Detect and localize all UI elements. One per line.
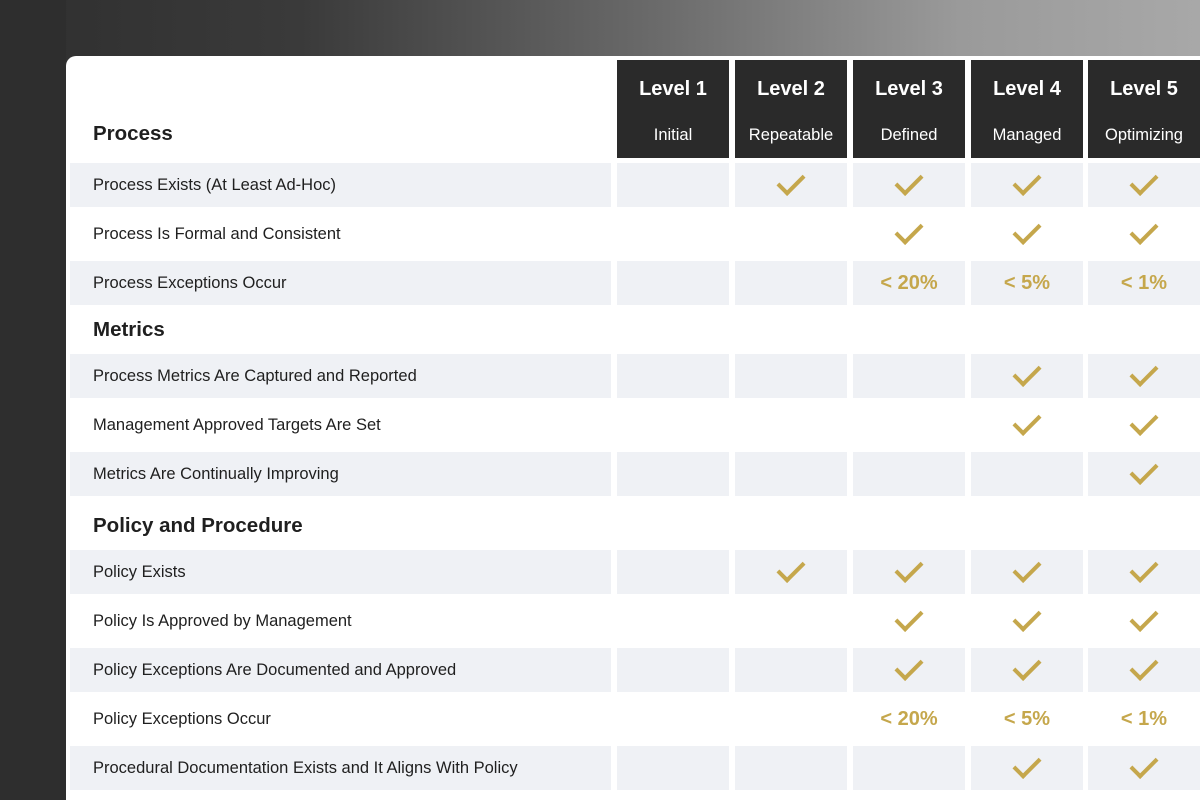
- row-label: Policy Is Approved by Management: [93, 612, 352, 630]
- level-4-cell: [971, 452, 1083, 496]
- level-3-cell: [853, 403, 965, 447]
- level-1-cell: [617, 697, 729, 741]
- level-2-cell: [735, 261, 847, 305]
- table-row: [66, 212, 1200, 256]
- table-row: [66, 599, 1200, 643]
- row-label: Process Exists (At Least Ad-Hoc): [70, 163, 611, 207]
- level-4-cell: [971, 212, 1083, 256]
- table-row: [66, 452, 1200, 496]
- checkmark-icon: [1130, 167, 1159, 196]
- level-5-cell: [1088, 354, 1200, 398]
- level-5-cell: [1088, 550, 1200, 594]
- exception-threshold: < 5%: [1003, 708, 1051, 730]
- level-1-cell: [617, 746, 729, 790]
- table-row: [66, 746, 1200, 790]
- checkmark-icon: [1130, 407, 1159, 436]
- table-row: [66, 163, 1200, 207]
- checkmark-icon: [1013, 603, 1042, 632]
- level-2-cell: [735, 452, 847, 496]
- maturity-table-card: [66, 56, 1200, 800]
- level-5-cell: [1088, 452, 1200, 496]
- level-5-cell: [1088, 261, 1200, 305]
- level-4-cell: [971, 403, 1083, 447]
- table-row: [66, 354, 1200, 398]
- column-header-level-5: [1088, 60, 1200, 158]
- level-name: Initial: [653, 126, 693, 144]
- checkmark-icon: [1013, 554, 1042, 583]
- exception-threshold: < 20%: [880, 272, 938, 294]
- exception-threshold: < 20%: [880, 708, 938, 730]
- level-3-cell: [853, 697, 965, 741]
- checkmark-icon: [1013, 750, 1042, 779]
- level-1-cell: [617, 648, 729, 692]
- level-1-cell: [617, 261, 729, 305]
- level-2-cell: [735, 354, 847, 398]
- level-3-cell: [853, 212, 965, 256]
- section-title-metrics: Metrics: [93, 318, 165, 341]
- checkmark-icon: [1130, 652, 1159, 681]
- level-3-cell: [853, 746, 965, 790]
- level-4-cell: [971, 163, 1083, 207]
- row-label: Process Exceptions Occur: [70, 261, 611, 305]
- row-label: Policy Exceptions Occur: [93, 710, 271, 728]
- level-1-cell: [617, 403, 729, 447]
- checkmark-icon: [1013, 407, 1042, 436]
- level-3-cell: [853, 648, 965, 692]
- level-2-cell: [735, 746, 847, 790]
- background-edge: [0, 0, 66, 800]
- section-title-policy: Policy and Procedure: [93, 514, 303, 537]
- level-3-cell: [853, 452, 965, 496]
- exception-threshold: < 1%: [1120, 708, 1168, 730]
- level-4-cell: [971, 261, 1083, 305]
- level-4-cell: [971, 354, 1083, 398]
- level-3-cell: [853, 354, 965, 398]
- row-label: Policy Exists: [70, 550, 611, 594]
- level-2-cell: [735, 648, 847, 692]
- level-5-cell: [1088, 163, 1200, 207]
- level-name: Optimizing: [1105, 126, 1183, 144]
- checkmark-icon: [777, 167, 806, 196]
- level-1-cell: [617, 550, 729, 594]
- level-2-cell: [735, 212, 847, 256]
- level-3-cell: [853, 550, 965, 594]
- checkmark-icon: [1013, 216, 1042, 245]
- column-header-level-2: [735, 60, 847, 158]
- checkmark-icon: [895, 216, 924, 245]
- level-1-cell: [617, 212, 729, 256]
- row-label: Procedural Documentation Exists and It Aligns With Policy: [70, 746, 611, 790]
- column-header-level-4: [971, 60, 1083, 158]
- exception-threshold: < 1%: [1120, 272, 1168, 294]
- row-label: Policy Exceptions Are Documented and Approved: [70, 648, 611, 692]
- level-4-cell: [971, 746, 1083, 790]
- checkmark-icon: [1130, 554, 1159, 583]
- checkmark-icon: [1130, 456, 1159, 485]
- level-1-cell: [617, 163, 729, 207]
- table-row: [66, 403, 1200, 447]
- table-row: [66, 261, 1200, 305]
- level-2-cell: [735, 163, 847, 207]
- checkmark-icon: [1130, 358, 1159, 387]
- level-1-cell: [617, 354, 729, 398]
- level-2-cell: [735, 599, 847, 643]
- level-3-cell: [853, 163, 965, 207]
- row-label: Management Approved Targets Are Set: [93, 416, 381, 434]
- row-label: Metrics Are Continually Improving: [70, 452, 611, 496]
- checkmark-icon: [1130, 603, 1159, 632]
- level-number: Level 3: [875, 78, 943, 100]
- level-4-cell: [971, 550, 1083, 594]
- level-name: Managed: [992, 126, 1062, 144]
- level-5-cell: [1088, 648, 1200, 692]
- level-4-cell: [971, 697, 1083, 741]
- table-row: [66, 550, 1200, 594]
- level-number: Level 4: [993, 78, 1061, 100]
- exception-threshold: < 5%: [1003, 272, 1051, 294]
- level-5-cell: [1088, 212, 1200, 256]
- level-2-cell: [735, 403, 847, 447]
- level-number: Level 2: [757, 78, 825, 100]
- table-row: [66, 697, 1200, 741]
- checkmark-icon: [1013, 358, 1042, 387]
- row-label: Process Is Formal and Consistent: [93, 225, 341, 243]
- section-title-process: Process: [93, 122, 173, 145]
- checkmark-icon: [777, 554, 806, 583]
- checkmark-icon: [895, 554, 924, 583]
- checkmark-icon: [1130, 216, 1159, 245]
- level-number: Level 5: [1110, 78, 1178, 100]
- level-5-cell: [1088, 746, 1200, 790]
- level-2-cell: [735, 697, 847, 741]
- level-5-cell: [1088, 697, 1200, 741]
- checkmark-icon: [1130, 750, 1159, 779]
- level-1-cell: [617, 452, 729, 496]
- row-label: Process Metrics Are Captured and Reported: [70, 354, 611, 398]
- level-2-cell: [735, 550, 847, 594]
- level-name: Repeatable: [748, 126, 834, 144]
- level-4-cell: [971, 599, 1083, 643]
- level-number: Level 1: [639, 78, 707, 100]
- table-row: [66, 648, 1200, 692]
- level-name: Defined: [880, 126, 938, 144]
- checkmark-icon: [895, 652, 924, 681]
- level-3-cell: [853, 261, 965, 305]
- level-3-cell: [853, 599, 965, 643]
- level-5-cell: [1088, 599, 1200, 643]
- checkmark-icon: [895, 603, 924, 632]
- checkmark-icon: [1013, 652, 1042, 681]
- checkmark-icon: [895, 167, 924, 196]
- column-header-level-3: [853, 60, 965, 158]
- level-1-cell: [617, 599, 729, 643]
- column-header-level-1: [617, 60, 729, 158]
- level-4-cell: [971, 648, 1083, 692]
- level-5-cell: [1088, 403, 1200, 447]
- checkmark-icon: [1013, 167, 1042, 196]
